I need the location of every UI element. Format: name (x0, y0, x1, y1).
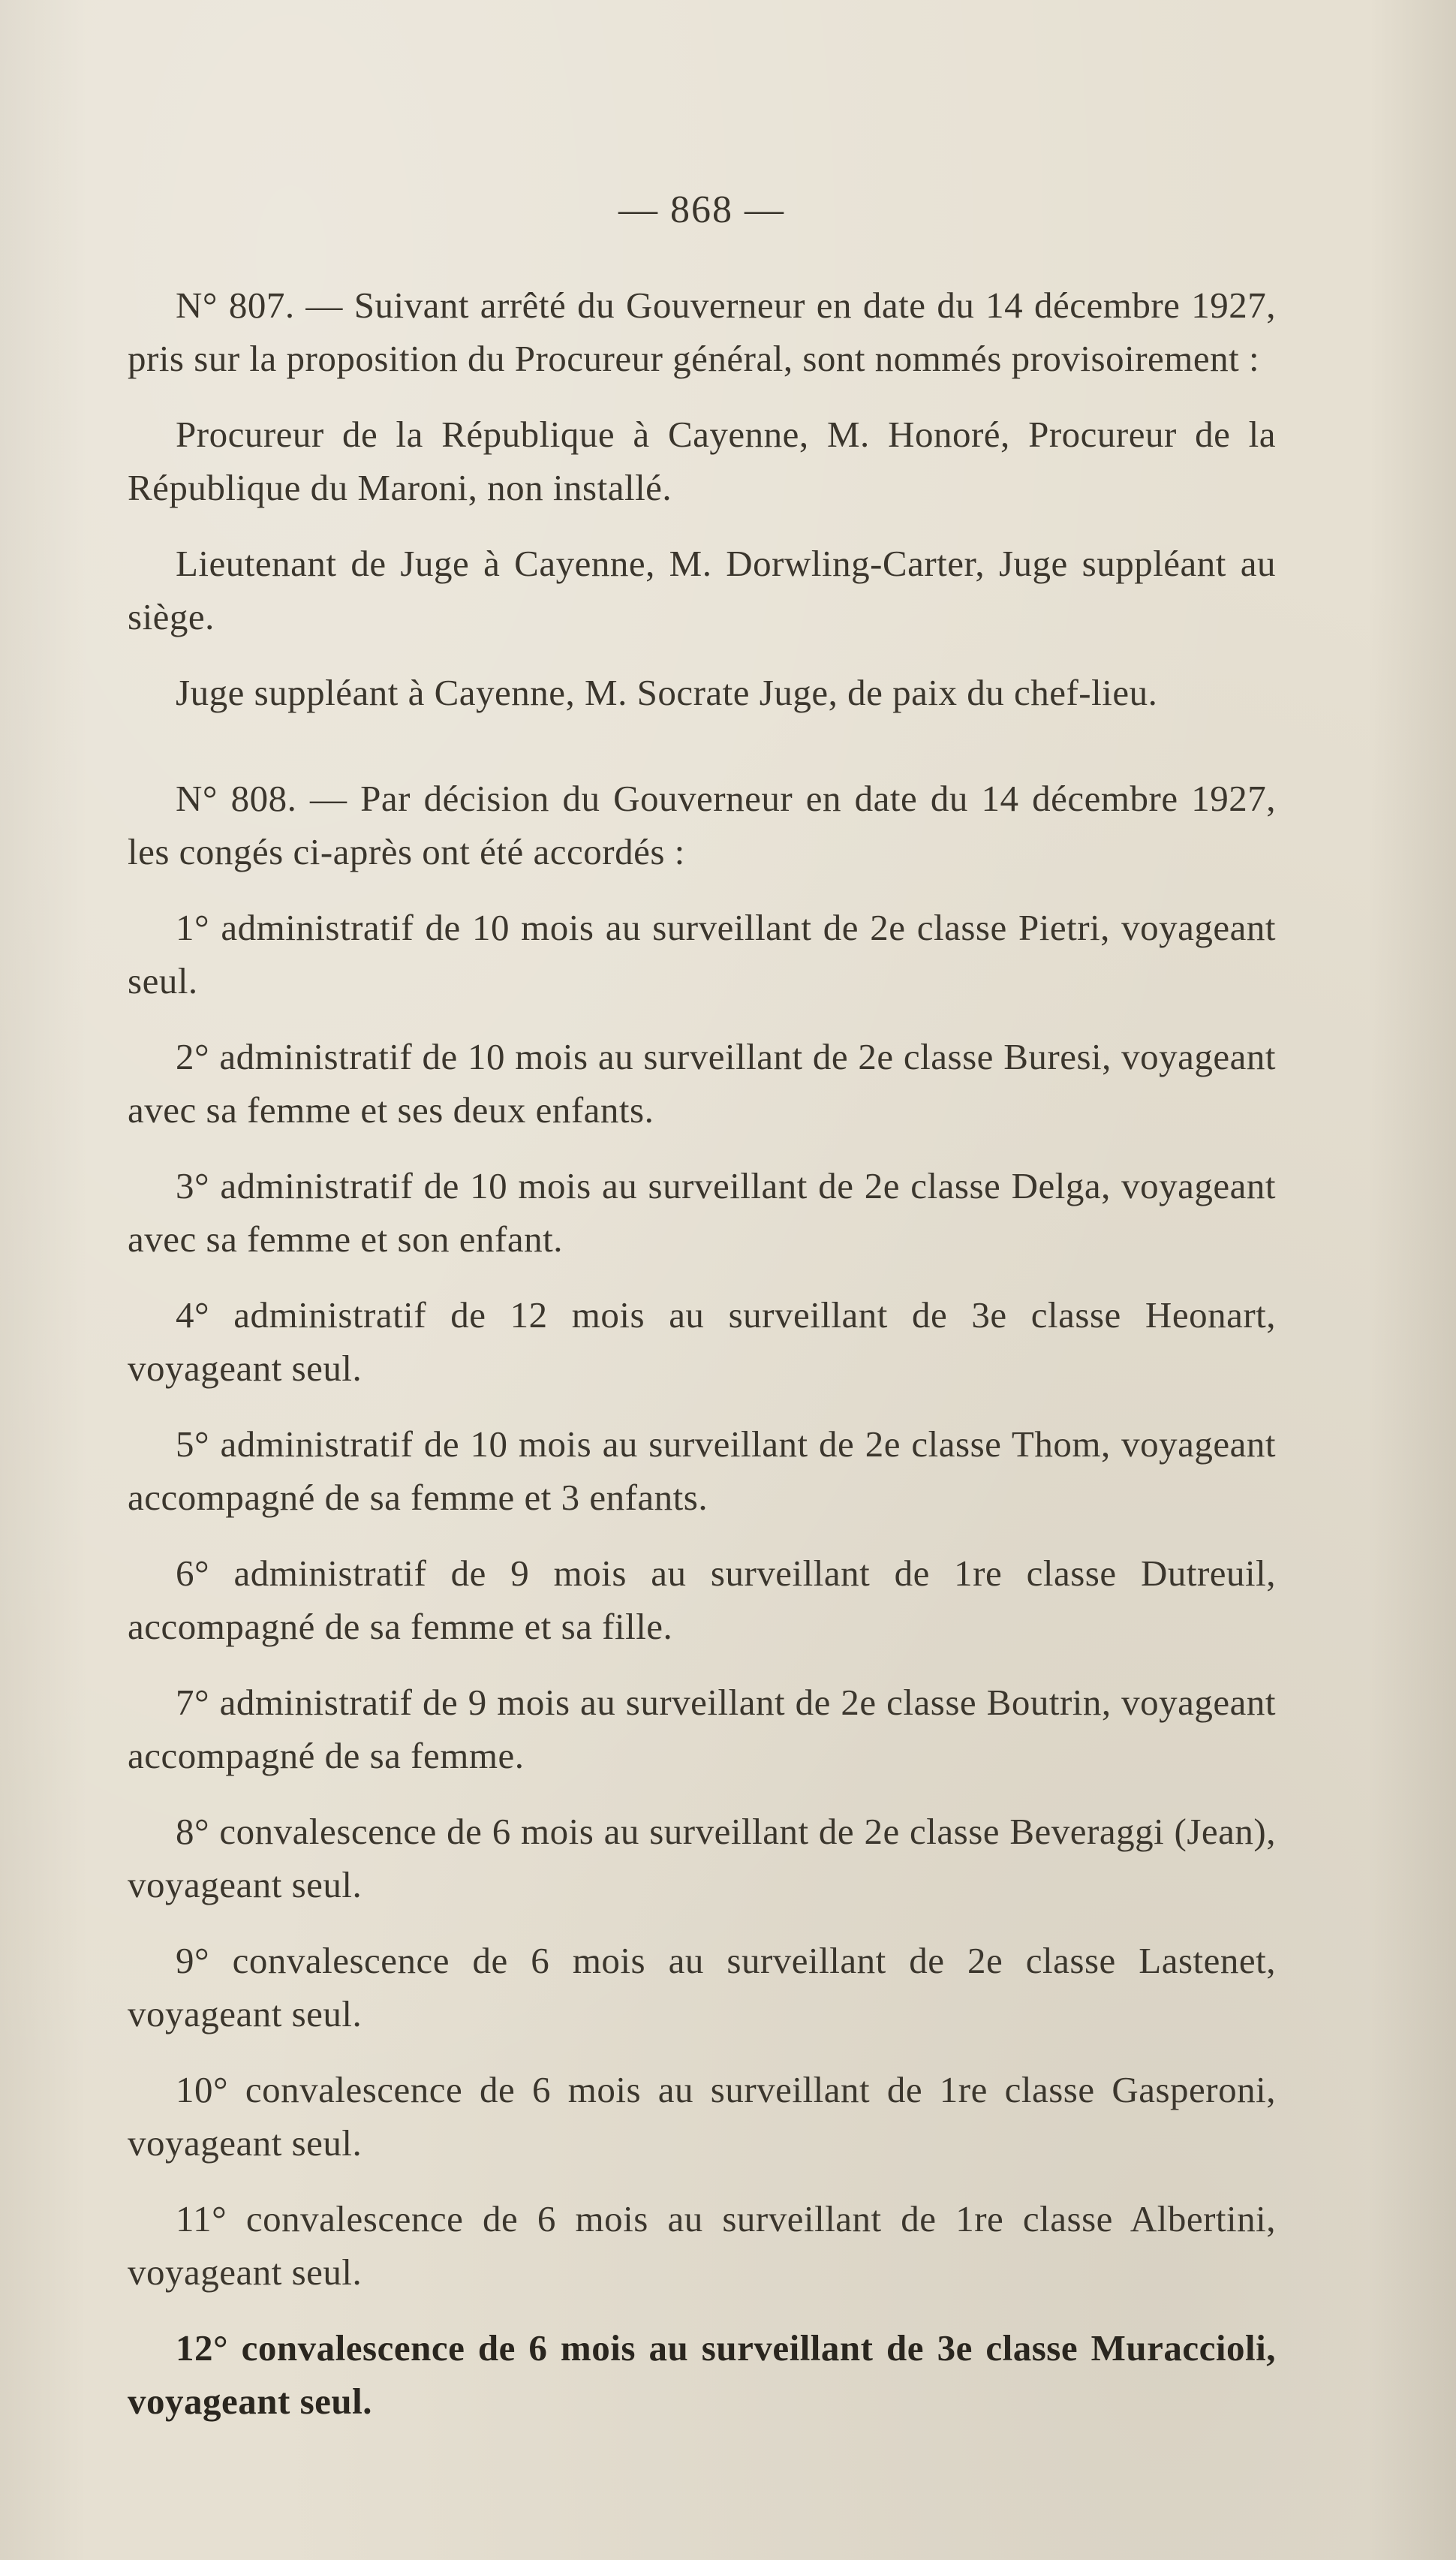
appointment-juge-suppleant: Juge suppléant à Cayenne, M. Socrate Juge, de paix du chef-lieu. (176, 672, 1158, 713)
conge-item-5: 5° administratif de 10 mois au surveillant de 2e classe Thom, voyageant accompagné de sa femme et 3 enfants. (128, 1423, 1276, 1518)
appointment-lieutenant-juge: Lieutenant de Juge à Cayenne, M. Dorwling-Carter, Juge suppléant au siège. (128, 543, 1276, 637)
entry-807 (128, 279, 1276, 719)
conge-item-10: 10° convalescence de 6 mois au surveillant de 1re classe Gasperoni, voyageant seul. (128, 2069, 1276, 2164)
page-number: — 868 — (618, 188, 785, 231)
entry-808 (128, 772, 1276, 2428)
conge-item-4: 4° administratif de 12 mois au surveillant de 3e classe Heonart, voyageant seul. (128, 1294, 1276, 1389)
conge-item-6: 6° administratif de 9 mois au surveillant de 1re classe Dutreuil, accompagné de sa femme et sa fille. (128, 1553, 1276, 1647)
document-page (128, 188, 1276, 2480)
entry-807-intro: N° 807. — Suivant arrêté du Gouverneur en date du 14 décembre 1927, pris sur la proposition du Procureur général, sont nommés provisoirement : (128, 285, 1276, 379)
conge-item-2: 2° administratif de 10 mois au surveillant de 2e classe Buresi, voyageant avec sa femme et ses deux enfants. (128, 1036, 1276, 1131)
conge-item-8: 8° convalescence de 6 mois au surveillant de 2e classe Beveraggi (Jean), voyageant seul. (128, 1811, 1276, 1905)
entry-808-intro: N° 808. — Par décision du Gouverneur en date du 14 décembre 1927, les congés ci-après ont été accordés : (128, 778, 1276, 872)
conge-item-12: 12° convalescence de 6 mois au surveillant de 3e classe Muraccioli, voyageant seul. (128, 2327, 1276, 2422)
appointment-procureur: Procureur de la République à Cayenne, M. Honoré, Procureur de la République du Maroni, non installé. (128, 414, 1276, 508)
conge-item-3: 3° administratif de 10 mois au surveillant de 2e classe Delga, voyageant avec sa femme et son enfant. (128, 1165, 1276, 1260)
conge-item-1: 1° administratif de 10 mois au surveillant de 2e classe Pietri, voyageant seul. (128, 907, 1276, 1001)
conge-item-9: 9° convalescence de 6 mois au surveillant de 2e classe Lastenet, voyageant seul. (128, 1940, 1276, 2034)
conge-item-7: 7° administratif de 9 mois au surveillant de 2e classe Boutrin, voyageant accompagné de sa femme. (128, 1682, 1276, 1776)
conge-item-11: 11° convalescence de 6 mois au surveillant de 1re classe Albertini, voyageant seul. (128, 2198, 1276, 2293)
